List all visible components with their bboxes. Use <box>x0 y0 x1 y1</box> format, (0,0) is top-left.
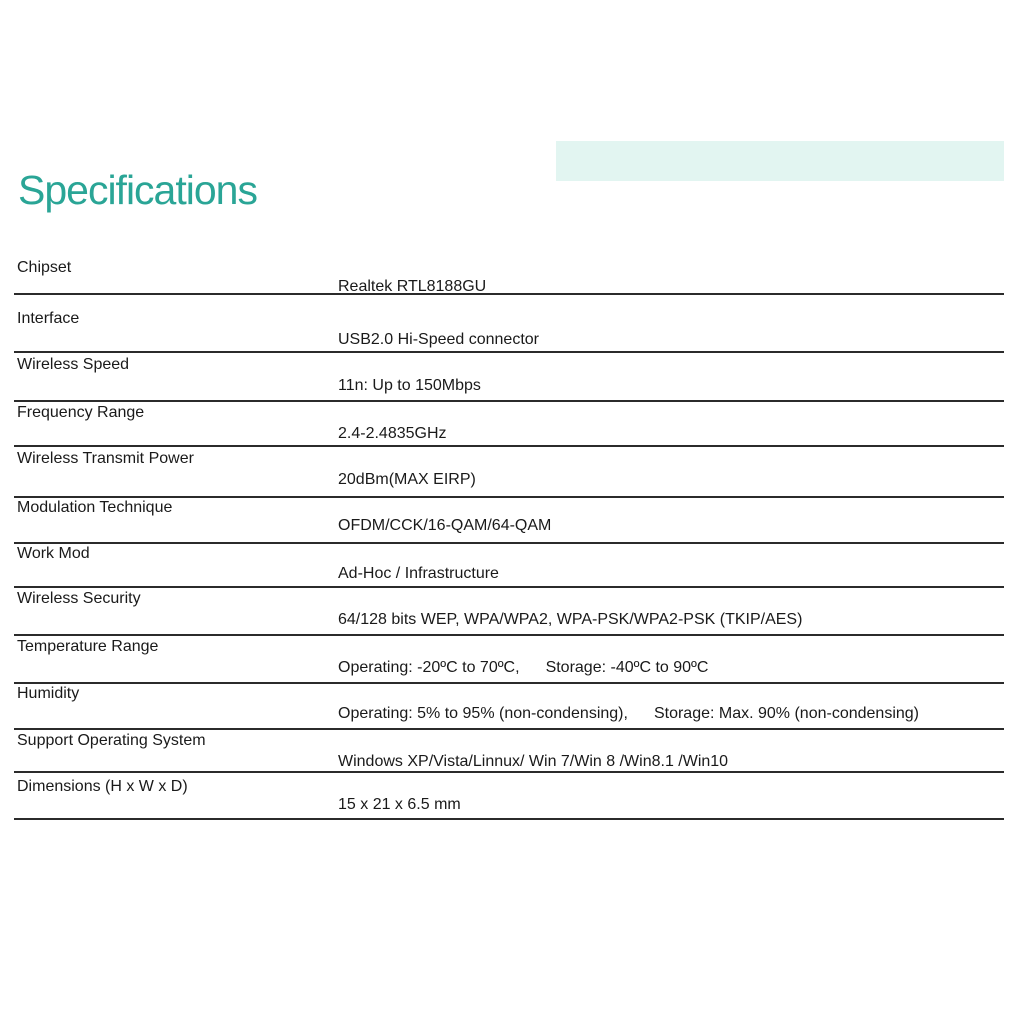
spec-label: Wireless Security <box>17 590 141 607</box>
spec-value-storage: Storage: -40ºC to 90ºC <box>545 659 709 676</box>
spec-value: Realtek RTL8188GU <box>338 278 487 295</box>
spec-value-storage: Storage: Max. 90% (non-condensing) <box>653 705 919 722</box>
spec-row-modulation <box>14 498 1004 544</box>
spec-value: OFDM/CCK/16-QAM/64-QAM <box>338 517 552 534</box>
spec-label: Wireless Speed <box>17 356 130 373</box>
spec-row-humidity <box>14 684 1004 730</box>
spec-label: Dimensions (H x W x D) <box>17 778 188 795</box>
spec-label: Humidity <box>17 685 80 702</box>
spec-value: USB2.0 Hi-Speed connector <box>338 331 539 348</box>
spec-row-chipset <box>14 249 1004 295</box>
spec-label: Interface <box>17 310 80 327</box>
spec-label: Work Mod <box>17 545 90 562</box>
spec-value: Windows XP/Vista/Linnux/ Win 7/Win 8 /Win8.1 /Win10 <box>338 753 729 770</box>
spec-value: Ad-Hoc / Infrastructure <box>338 565 499 582</box>
spec-row-dimensions <box>14 773 1004 820</box>
spec-value: 11n: Up to 150Mbps <box>338 377 481 394</box>
spec-label: Temperature Range <box>17 638 159 655</box>
spec-value-operating: Operating: 5% to 95% (non-condensing), <box>338 705 628 722</box>
spec-value <box>338 658 708 678</box>
spec-label: Modulation Technique <box>17 499 173 516</box>
spec-label: Wireless Transmit Power <box>17 450 194 467</box>
spec-row-frequency-range <box>14 402 1004 447</box>
spec-row-work-mod <box>14 544 1004 588</box>
spec-row-temperature-range <box>14 636 1004 684</box>
spec-label: Support Operating System <box>17 732 206 749</box>
spec-value: 15 x 21 x 6.5 mm <box>338 796 461 813</box>
spec-row-operating-system <box>14 730 1004 773</box>
spec-value <box>338 704 919 724</box>
spec-row-interface <box>14 295 1004 353</box>
spec-row-wireless-security <box>14 588 1004 636</box>
spec-value: 20dBm(MAX EIRP) <box>338 471 476 488</box>
spec-row-wireless-speed <box>14 353 1004 402</box>
spec-label: Frequency Range <box>17 404 145 421</box>
spec-row-transmit-power <box>14 447 1004 498</box>
spec-value-operating: Operating: -20ºC to 70ºC, <box>338 659 520 676</box>
spec-value: 64/128 bits WEP, WPA/WPA2, WPA-PSK/WPA2-PSK (TKIP/AES) <box>338 611 803 628</box>
spec-value: 2.4-2.4835GHz <box>338 425 447 442</box>
page-title: Specifications <box>18 167 257 213</box>
spec-label: Chipset <box>17 259 72 276</box>
